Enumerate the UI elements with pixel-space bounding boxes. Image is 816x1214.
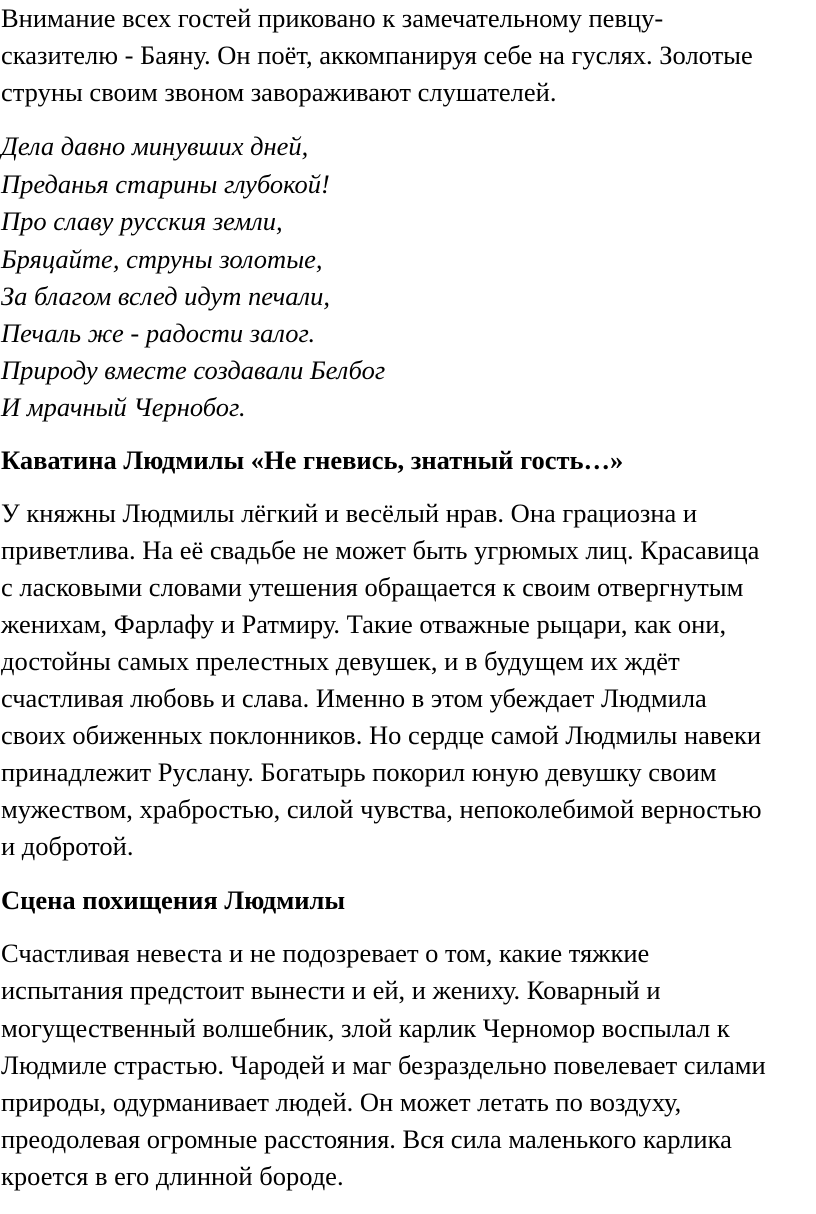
abduction-line: могущественный волшебник, злой карлик Черномор воспылал к (1, 1013, 730, 1043)
verse-line: За благом вслед идут печали, (1, 281, 330, 311)
verse-line: И мрачный Чернобог. (1, 392, 246, 422)
intro-line: Внимание всех гостей приковано к замечательному певцу- (1, 3, 664, 33)
intro-line: струны своим звоном завораживают слушателей. (1, 77, 557, 107)
verse-line: Преданья старины глубокой! (1, 169, 330, 199)
verse-line: Бряцайте, струны золотые, (1, 244, 323, 274)
cavatina-line: своих обиженных поклонников. Но сердце самой Людмилы навеки (1, 720, 762, 750)
verse-line: Про славу русския земли, (1, 206, 283, 236)
cavatina-line: достойны самых прелестных девушек, и в будущем их ждёт (1, 646, 680, 676)
section-heading-abduction: Сцена похищения Людмилы (1, 885, 346, 915)
cavatina-line: счастливая любовь и слава. Именно в этом убеждает Людмила (1, 683, 707, 713)
cavatina-line: с ласковыми словами утешения обращается к своим отвергнутым (1, 572, 744, 602)
abduction-line: Людмиле страстью. Чародей и маг безраздельно повелевает силами (1, 1050, 766, 1080)
abduction-line: природы, одурманивает людей. Он может летать по воздуху, (1, 1087, 682, 1117)
intro-line: сказителю - Баяну. Он поёт, аккомпанируя себе на гуслях. Золотые (1, 40, 753, 70)
cavatina-line: У княжны Людмилы лёгкий и весёлый нрав. Она грациозна и (1, 498, 698, 528)
cavatina-line: принадлежит Руслану. Богатырь покорил юную девушку своим (1, 757, 717, 787)
cavatina-line: женихам, Фарлафу и Ратмиру. Такие отважные рыцари, как они, (1, 609, 727, 639)
verse-line: Печаль же - радости залог. (1, 318, 316, 348)
abduction-line: преодолевая огромные расстояния. Вся сила маленького карлика (1, 1124, 732, 1154)
verse-line: Природу вместе создавали Белбог (1, 355, 386, 385)
cavatina-line: приветлива. На её свадьбе не может быть угрюмых лиц. Красавица (1, 535, 760, 565)
verse-line: Дела давно минувших дней, (1, 131, 309, 161)
abduction-line: кроется в его длинной бороде. (1, 1161, 344, 1191)
cavatina-line: мужеством, храбростью, силой чувства, непоколебимой верностью (1, 794, 762, 824)
abduction-line: испытания предстоит вынести и ей, и жениху. Коварный и (1, 975, 661, 1005)
cavatina-line: и добротой. (1, 831, 134, 861)
section-heading-cavatina: Каватина Людмилы «Не гневись, знатный гость…» (1, 445, 624, 475)
abduction-line: Счастливая невеста и не подозревает о том, какие тяжкие (1, 938, 650, 968)
